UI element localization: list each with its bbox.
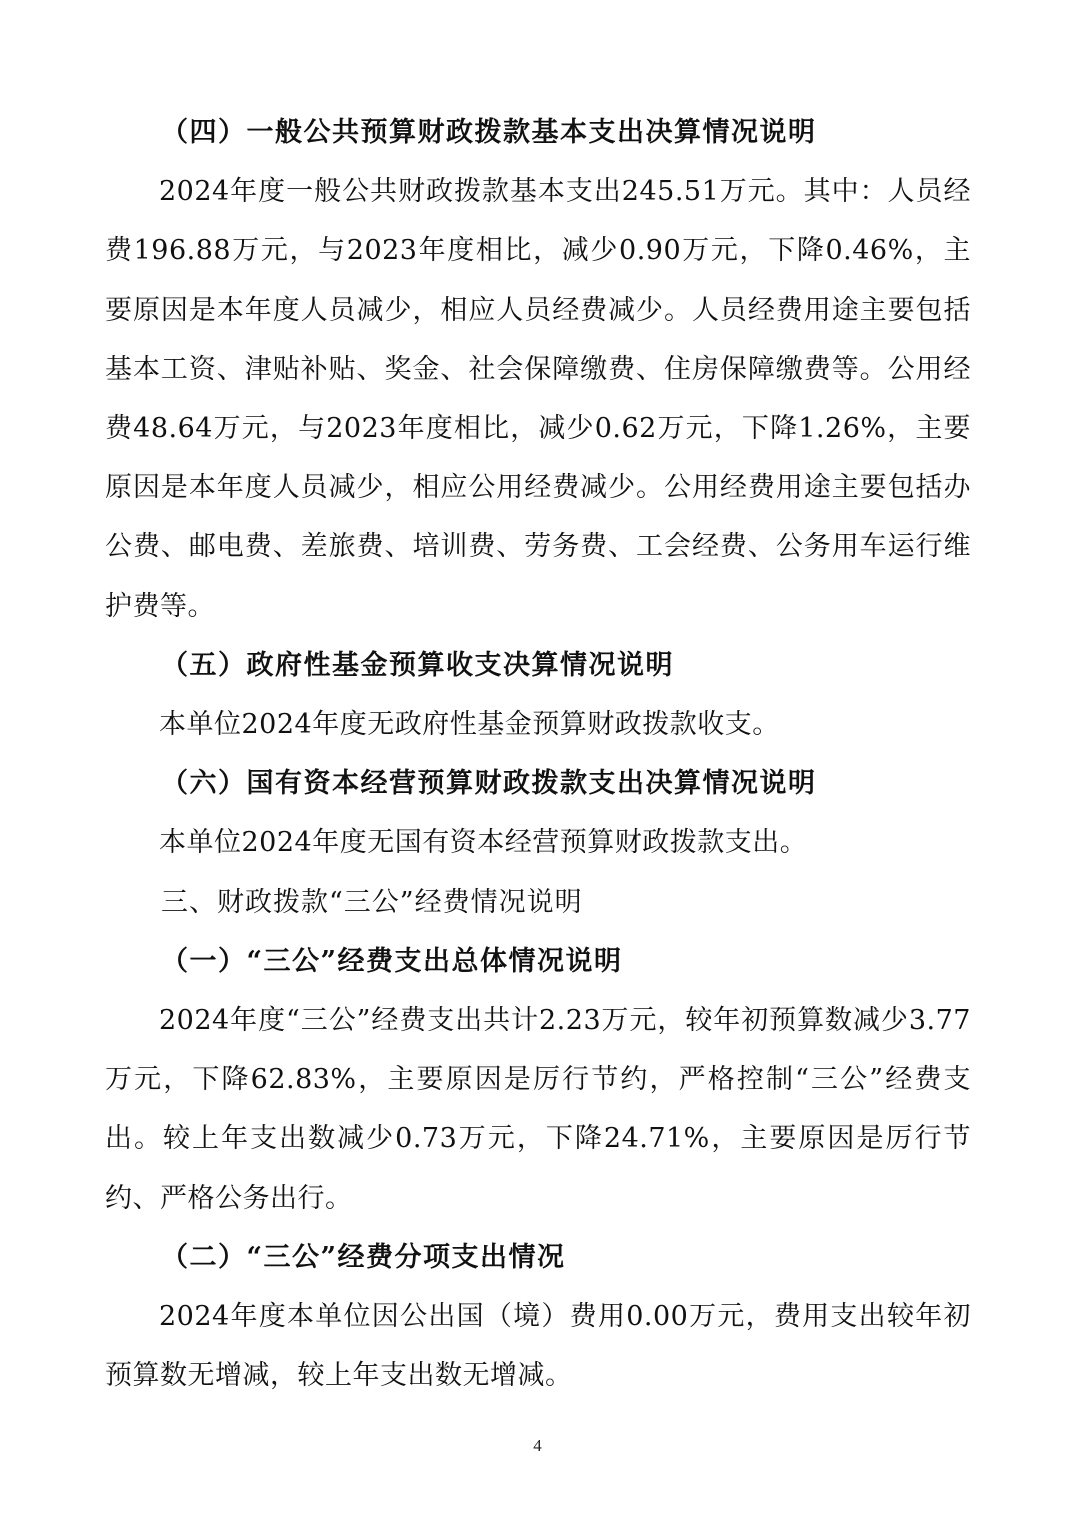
heading-three-public-overall: （一）“三公”经费支出总体情况说明 — [161, 945, 623, 977]
paragraph-overseas-travel-expense: 2024年度本单位因公出国（境）费用0.00万元，费用支出较年初预算数无增减，较上年支出数无增减。 — [105, 1301, 971, 1392]
paragraph-basic-expenditure-details: 2024年度一般公共财政拨款基本支出245.51万元。其中：人员经费196.88万元，与2023年度相比，减少0.90万元，下降0.46%，主要原因是本年度人员减少，相应人员经费减少。人员经费用途主要包括基本工资、津贴补贴、奖金、社会保障缴费、住房保障缴费等。公用经费48.64万元，与2023年度相比，减少0.62万元，下降1.26%，主要原因是本年度人员减少，相应公用经费减少。公用经费用途主要包括办公费、邮电费、差旅费、培训费、劳务费、工会经费、公务用车运行维护费等。 — [105, 176, 971, 622]
heading-government-fund-budget: （五）政府性基金预算收支决算情况说明 — [161, 649, 674, 681]
section-heading-three-public-expenses: 三、财政拨款“三公”经费情况说明 — [161, 886, 583, 918]
heading-state-capital-budget: （六）国有资本经营预算财政拨款支出决算情况说明 — [161, 768, 817, 800]
document-body — [105, 103, 971, 1405]
paragraph-three-public-overall: 2024年度“三公”经费支出共计2.23万元，较年初预算数减少3.77万元，下降62.83%，主要原因是厉行节约，严格控制“三公”经费支出。较上年支出数减少0.73万元，下降24.71%，主要原因是厉行节约、严格公务出行。 — [105, 1005, 971, 1214]
paragraph-government-fund-budget: 本单位2024年度无政府性基金预算财政拨款收支。 — [159, 709, 780, 741]
heading-general-budget-basic-expenditure: （四）一般公共预算财政拨款基本支出决算情况说明 — [161, 117, 817, 148]
page-number: 4 — [533, 1436, 542, 1455]
heading-three-public-itemized: （二）“三公”经费分项支出情况 — [161, 1241, 566, 1273]
paragraph-state-capital-budget: 本单位2024年度无国有资本经营预算财政拨款支出。 — [159, 827, 808, 859]
